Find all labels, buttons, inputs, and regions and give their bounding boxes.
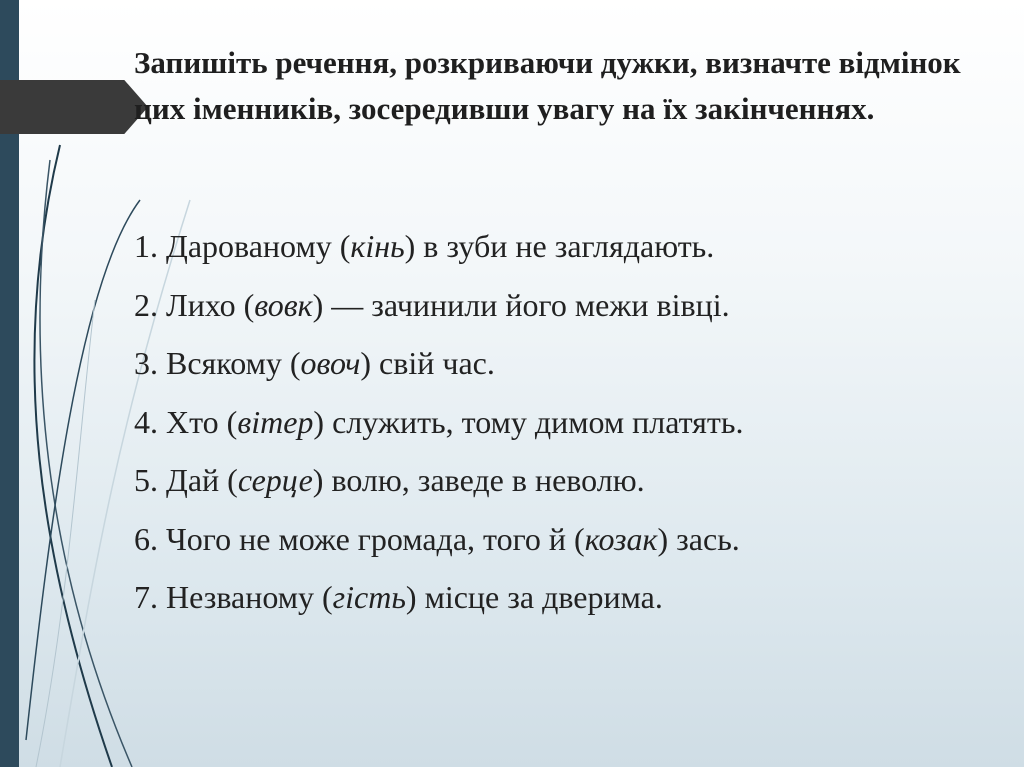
item-text-after: ) місце за дверима. — [405, 579, 663, 615]
list-item — [134, 515, 994, 574]
item-text-before: Дарованому ( — [166, 228, 351, 264]
item-text-before: Незваному ( — [166, 579, 333, 615]
list-item — [134, 398, 994, 457]
item-text-after: ) волю, заведе в неволю. — [312, 462, 645, 498]
item-text-before: Лихо ( — [166, 286, 255, 323]
item-noun: овоч — [300, 345, 361, 381]
item-number: 2. — [134, 286, 158, 323]
list-item — [134, 573, 994, 632]
item-number: 4. — [134, 403, 158, 440]
item-text-before: Дай ( — [166, 462, 238, 498]
slide-title: Запишіть речення, розкриваючи дужки, визначте відмінок цих іменників, зосередивши увагу на їх закінченнях. — [134, 45, 961, 126]
item-text-before: Чого не може громада, того й ( — [166, 520, 585, 557]
item-noun: вітер — [237, 403, 314, 440]
list-item — [134, 456, 994, 515]
item-noun: козак — [584, 520, 658, 557]
item-number: 7. — [134, 579, 158, 615]
item-text-after: ) в зуби не заглядають. — [404, 228, 715, 264]
item-number: 5. — [134, 462, 158, 498]
item-noun: кінь — [350, 228, 405, 264]
list-item — [134, 222, 994, 281]
item-text-after: ) — зачинили його межи вівці. — [312, 286, 730, 323]
item-number: 6. — [134, 520, 158, 557]
item-text-before: Всякому ( — [166, 345, 301, 381]
item-noun: вовк — [254, 286, 313, 323]
item-noun: серце — [237, 462, 313, 498]
sentence-list — [134, 222, 994, 632]
item-number: 1. — [134, 228, 158, 264]
item-text-after: ) зась. — [657, 520, 740, 557]
item-text-after: ) свій час. — [360, 345, 495, 381]
item-noun: гість — [332, 579, 406, 615]
item-number: 3. — [134, 345, 158, 381]
list-item — [134, 339, 994, 398]
item-text-before: Хто ( — [166, 403, 238, 440]
list-item — [134, 281, 994, 340]
item-text-after: ) служить, тому димом платять. — [313, 403, 744, 440]
title-accent-tab — [0, 80, 148, 134]
